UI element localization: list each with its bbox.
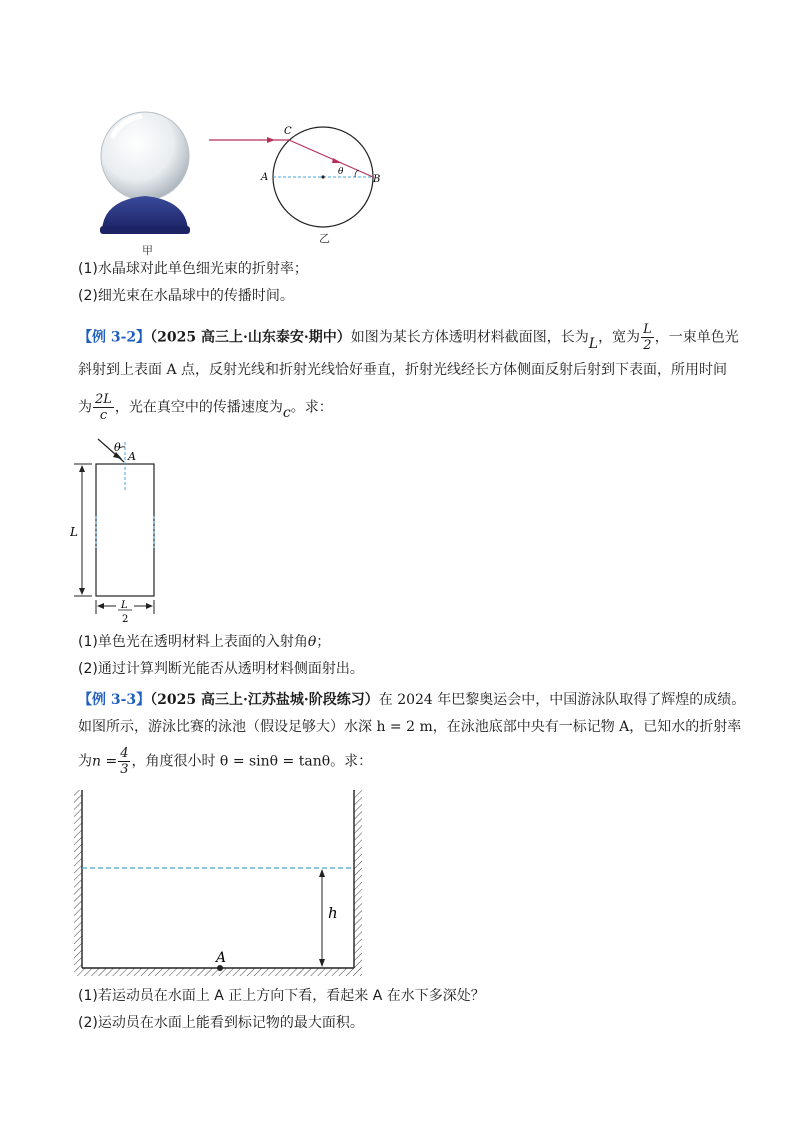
ex3-tag: 【例 3-3】: [78, 692, 151, 708]
rect-L-label: L: [70, 525, 78, 539]
pool-A-label: A: [216, 950, 227, 966]
ex3-item-1: (1)若运动员在水面上 A 正上方向下看，看起来 A 在水下多深处？: [78, 988, 485, 1004]
ex3-text-1: 在 2024 年巴黎奥运会中，中国游泳队取得了辉煌的成绩。: [378, 692, 746, 708]
ex3-line-1: [78, 690, 745, 710]
ex2-line-1: [78, 322, 739, 353]
ex2-text-1c: ，一束单色光: [654, 329, 739, 346]
ex3-n-eq: n =: [92, 753, 118, 770]
ex3-frac-n: $\frac{4}{3}$: [120, 746, 129, 777]
ex2-frac-time: $\frac{2L}{c}$: [95, 392, 112, 423]
q1-item-2: (2)细光束在水晶球中的传播时间。: [78, 288, 294, 304]
label-A: A: [261, 172, 269, 183]
q1-item-1: (1)水晶球对此单色细光束的折射率；: [78, 261, 308, 277]
ex3-source: （2025 高三上·江苏盐城·阶段练习）: [150, 692, 379, 708]
ex3-item-2: (2)运动员在水面上能看到标记物的最大面积。: [78, 1015, 364, 1031]
caption-jia: 甲: [142, 244, 153, 257]
rect-theta-label: θ: [114, 441, 121, 454]
ex2-var-c: c: [282, 404, 291, 421]
ex2-frac-half: $\frac{L}{2}$: [643, 322, 652, 353]
rect-half-den: 2: [122, 614, 129, 625]
label-theta: θ: [338, 167, 344, 177]
pool-figure: [72, 790, 372, 980]
ex3-line-3: 为n = $\frac{4}{3}$ ，角度很小时 θ = sinθ = tanθ。求：: [78, 746, 373, 777]
refraction-circle-figure: [205, 118, 395, 250]
crystal-ball-figure: [90, 108, 200, 260]
rectangle-figure: [70, 438, 180, 628]
rect-A-label: A: [128, 450, 136, 463]
ex3-line-2: 如图所示，游泳比赛的泳池（假设足够大）水深 h = 2 m，在泳池底部中央有一标记物 A，已知水的折射率: [78, 719, 742, 735]
ex2-source: （2025 高三上·山东泰安·期中）: [150, 329, 351, 346]
label-B: B: [373, 174, 381, 185]
ex2-item1-theta: θ: [307, 634, 317, 650]
ex2-var-L: L: [588, 335, 599, 352]
ex2-tag: 【例 3-2】: [78, 329, 151, 346]
label-C: C: [284, 126, 292, 137]
ex2-item-2: (2)通过计算判断光能否从透明材料侧面射出。: [78, 661, 364, 677]
caption-yi: 乙: [319, 232, 330, 245]
ex2-line-3: [78, 392, 333, 423]
ex2-text-3c: 。求：: [290, 399, 333, 416]
ex2-text-3b: ，光在真空中的传播速度为: [114, 399, 283, 416]
rect-half-num: L: [121, 600, 128, 611]
pool-h-label: h: [328, 904, 338, 922]
ex2-text-1a: 如图为某长方体透明材料截面图，长为: [350, 329, 589, 346]
ex2-item-1: (1)单色光在透明材料上表面的入射角θ；: [78, 634, 331, 650]
ex2-line-2: 斜射到上表面 A 点，反射光线和折射光线恰好垂直，折射光线经长方体侧面反射后射到下表面，所用时间: [78, 362, 728, 378]
ex2-text-1b: ，宽为: [598, 329, 641, 346]
ex2-text-3a: 为: [78, 399, 92, 416]
